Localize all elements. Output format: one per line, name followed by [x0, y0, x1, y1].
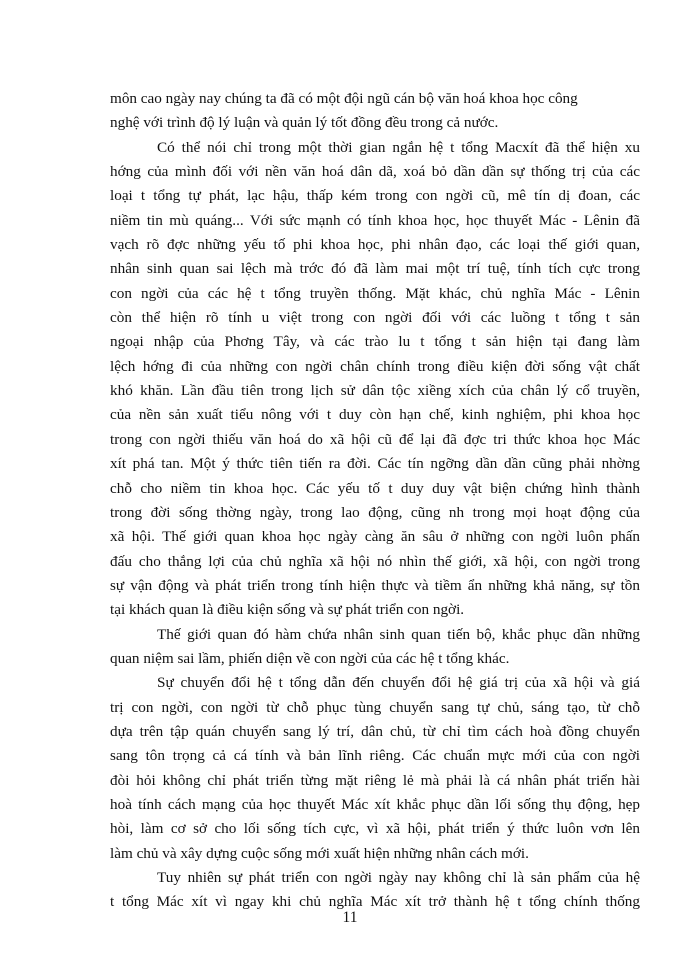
- page-number: 11: [342, 909, 358, 926]
- text-line: t tổng Mác xít vì ngay khi chủ nghĩa Mác xít trở thành hệ t tổng chính thống: [110, 893, 640, 911]
- text-line: làm chủ và xây dựng cuộc sống mới xuất hiện những nhân cách mới.: [110, 844, 529, 862]
- text-line: hoà tính cách mạng của học thuyết Mác xít khắc phục dần lối sống thụ động, hẹp: [110, 795, 640, 813]
- text-line: hớng của mình đối với nền văn hoá dân dã, xoá bỏ dần dần sự thống trị của các: [110, 163, 640, 181]
- text-line: xã hội. Thế giới quan khoa học ngày càng ăn sâu ở những con ngời luôn phấn: [110, 528, 640, 546]
- text-line: lệch hớng đi của những con ngời chân chính trong điều kiện đời sống vật chất: [110, 357, 640, 375]
- text-line: loại t tổng tự phát, lạc hậu, thấp kém trong con ngời cũ, mê tín dị đoan, các: [110, 187, 640, 205]
- text-line: chỗ cho niềm tin khoa học. Các yếu tố t duy duy vật biện chứng hình thành: [110, 479, 640, 497]
- body-text: [110, 87, 640, 915]
- text-line: ngoại nhập của Phơng Tây, và các trào lu t tổng t sản hiện tại đang làm: [110, 333, 640, 351]
- text-line: hòi, làm cơ sở cho lối sống tích cực, vì xã hội, phát triển ý thức luôn vơn lên: [110, 820, 640, 838]
- text-line: Thế giới quan đó hàm chứa nhân sinh quan tiến bộ, khắc phục dần những: [157, 625, 640, 643]
- text-line: sang tôn trọng cả cá tính và bản lĩnh riêng. Các chuẩn mực mới của con ngời: [110, 747, 640, 765]
- text-line: tại khách quan là điều kiện sống và sự phát triển con ngời.: [110, 601, 465, 619]
- text-line: quan niệm sai lầm, phiến diện về con ngời của các hệ t tổng khác.: [110, 649, 510, 667]
- text-line: còn thể hiện rõ tính u việt trong con ngời đối với các luồng t tổng t sản: [110, 309, 640, 327]
- text-line: Tuy nhiên sự phát triển con ngời ngày nay không chỉ là sản phẩm của hệ: [157, 869, 640, 886]
- text-line: trong con ngời thiếu văn hoá do xã hội cũ để lại đã đợc tri thức khoa học Mác: [110, 430, 640, 448]
- text-line: dựa trên tập quán chuyển sang lý trí, dân chủ, từ chỉ tìm cách hoà đồng chuyển: [110, 722, 640, 740]
- text-line: của nền sản xuất tiểu nông với t duy còn hạn chế, kinh nghiệm, phi khoa học: [110, 406, 640, 424]
- text-line: xít phá tan. Một ý thức tiên tiến ra đời. Các tín ngỡng dần dần cũng phải nhờng: [110, 455, 640, 473]
- text-line: vạch rõ đợc những yếu tố phi khoa học, phi nhân đạo, các loại thế giới quan,: [110, 236, 640, 254]
- text-line: đòi hỏi không chỉ phát triển từng mặt riêng lẻ mà phải là cá nhân phát triển hài: [110, 771, 640, 789]
- text-line: trong đời sống thờng ngày, trong lao động, cũng nh trong mọi hoạt động của: [110, 503, 640, 521]
- text-line: con ngời của các hệ t tổng truyền thống. Mặt khác, chủ nghĩa Mác - Lênin: [110, 284, 640, 302]
- text-line: môn cao ngày nay chúng ta đã có một đội ngũ cán bộ văn hoá khoa học công: [110, 90, 578, 107]
- text-line: sự vận động và phát triển trong tính hiện thực và tiềm ẩn những khả năng, sự tồn: [110, 576, 640, 594]
- text-line: khó khăn. Lần đầu tiên trong lịch sử dân tộc xiềng xích của chân lý cổ truyền,: [110, 382, 640, 400]
- text-line: Sự chuyển đổi hệ t tổng dẫn đến chuyển đổi hệ giá trị của xã hội và giá: [157, 674, 640, 692]
- text-line: trị con ngời, con ngời từ chỗ phục tùng chuyển sang tự chủ, sáng tạo, từ chỗ: [110, 698, 640, 716]
- text-line: nhân sinh quan sai lệch mà trớc đó đã làm mai một trí tuệ, tính tích cực trong: [110, 260, 640, 278]
- text-line: nghệ với trình độ lý luận và quản lý tốt đồng đều trong cả nước.: [110, 114, 499, 132]
- text-line: Có thể nói chỉ trong một thời gian ngắn hệ t tổng Macxít đã thể hiện xu: [157, 138, 640, 156]
- text-line: niềm tin mù quáng... Với sức mạnh có tính khoa học, học thuyết Mác - Lênin đã: [110, 211, 640, 229]
- text-line: đấu cho thắng lợi của chủ nghĩa xã hội nó nhìn thế giới, xã hội, con ngời trong: [110, 552, 640, 570]
